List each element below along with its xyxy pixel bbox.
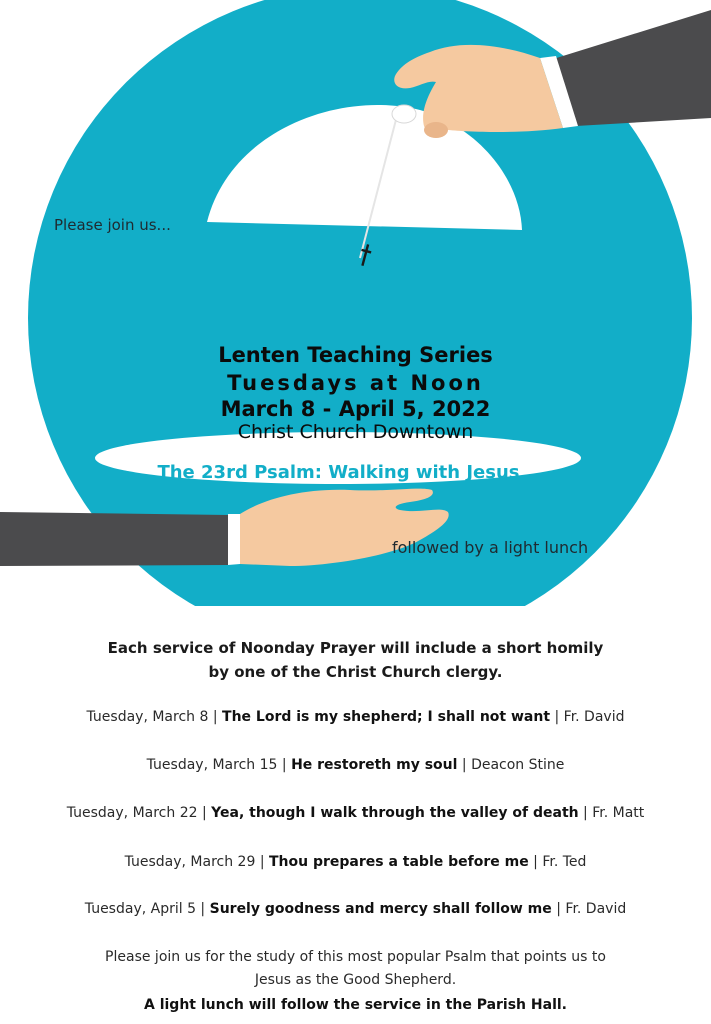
schedule-row: Tuesday, March 22 | Yea, though I walk through the valley of death | Fr. Matt: [66, 805, 645, 821]
lunch-note: followed by a light lunch: [392, 538, 589, 557]
series-title: Lenten Teaching Series: [218, 343, 493, 367]
closing-line-3: A light lunch will follow the service in the Parish Hall.: [144, 997, 567, 1013]
series-theme: The 23rd Psalm: Walking with Jesus: [157, 462, 520, 483]
schedule-row: Tuesday, March 8 | The Lord is my shepherd; I shall not want | Fr. David: [86, 709, 625, 725]
schedule-row: Tuesday, March 29 | Thou prepares a table before me | Fr. Ted: [124, 854, 587, 870]
series-location: Christ Church Downtown: [237, 421, 474, 443]
invite-text: Please join us...: [54, 216, 171, 234]
closing-line-1: Please join us for the study of this most popular Psalm that points us to: [105, 949, 606, 965]
schedule-row: Tuesday, March 15 | He restoreth my soul | Deacon Stine: [146, 757, 565, 773]
closing-line-2: Jesus as the Good Shepherd.: [254, 972, 457, 988]
intro-line-2: by one of the Christ Church clergy.: [208, 663, 503, 681]
schedule-row: Tuesday, April 5 | Surely goodness and mercy shall follow me | Fr. David: [84, 901, 627, 917]
intro-line-1: Each service of Noonday Prayer will include a short homily: [107, 639, 604, 657]
series-dates: March 8 - April 5, 2022: [220, 397, 491, 421]
series-day: Tuesdays at Noon: [227, 371, 484, 395]
